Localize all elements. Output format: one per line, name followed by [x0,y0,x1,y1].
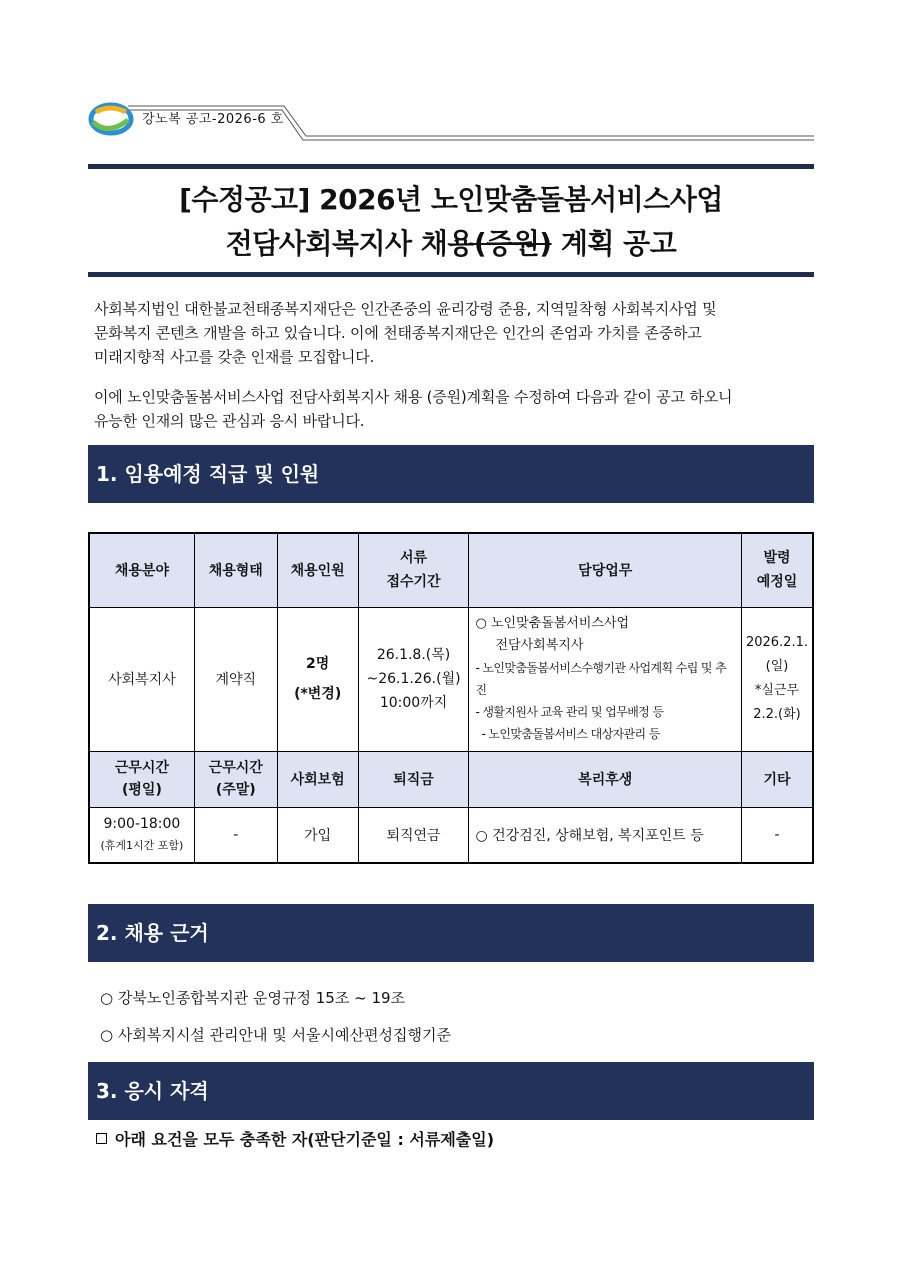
date-line: (일) [765,659,789,674]
document-number: 강노복 공고-2026-6 호 [142,112,284,127]
recruitment-table [88,532,814,864]
cell-field: 사회복지사 [89,607,194,751]
period-line: 10:00까지 [379,695,448,711]
title-line-2-part-c: 계획 공고 [551,227,677,260]
section-header-positions: 1. 임용예정 직급 및 인원 [88,445,814,503]
qualification-text: 아래 요건을 모두 충족한 자(판단기준일 : 서류제출일) [115,1130,495,1149]
duty-sub: - 노인맞춤돌봄서비스 대상자관리 등 [481,727,660,741]
intro-paragraph-1 [94,297,814,369]
hours-line: (휴게1시간 포함) [100,838,184,852]
header-cell: 퇴직금 [358,751,469,807]
hours-line: 9:00-18:00 [103,815,181,832]
table-row [89,807,813,863]
count-value: 2명 [306,656,330,672]
qualification-item [96,1127,494,1150]
title-rule-top [88,164,814,169]
cell-insurance: 가입 [277,807,358,863]
period-line: ~26.1.26.(월) [366,671,461,687]
header-cell: 기타 [741,751,813,807]
header-cell: 채용형태 [194,533,277,607]
cell-etc: - [741,807,813,863]
header-cell-period [358,533,469,607]
duty-sub: - 생활지원사 교육 관리 및 업무배정 등 [475,705,664,719]
period-line: 26.1.8.(목) [376,647,451,663]
header-cell: 담당업무 [469,533,741,607]
title-struck-text: (증원) [473,227,552,260]
title-line-2-part-a: 전담사회복지사 채용 [225,227,474,260]
cell-count [277,607,358,751]
basis-item: ○ 사회복지시설 관리안내 및 서울시예산편성집행기준 [100,1026,451,1044]
header-text: (주말) [215,782,256,798]
page-title [88,178,814,266]
cell-type: 계약직 [194,607,277,751]
cell-welfare: ○ 건강검진, 상해보험, 복지포인트 등 [469,807,741,863]
intro-line: 유능한 인재의 많은 관심과 응시 바랍니다. [94,412,365,430]
header-cell-weekend [194,751,277,807]
cell-weekend-hours: - [194,807,277,863]
date-line: 2026.2.1. [745,635,808,650]
header-text: (평일) [122,782,162,798]
title-line-2 [88,222,814,266]
duty-main: ○ 노인맞춤돌봄서비스사업 [475,616,630,631]
cell-duty [469,607,741,751]
table-header-row [89,533,813,607]
header-text: 예정일 [756,574,798,591]
duty-main: 전담사회복지사 [495,638,584,653]
count-note: (*변경) [294,686,342,702]
title-rule-bottom [88,272,814,277]
table-header-row [89,751,813,807]
cell-date [741,607,813,751]
header-cell-date [741,533,813,607]
basis-item: ○ 강북노인종합복지관 운영규정 15조 ~ 19조 [100,989,406,1007]
cell-severance: 퇴직연금 [358,807,469,863]
title-line-1: [수정공고] 2026년 노인맞춤돌봄서비스사업 [179,183,723,216]
duty-sub: - 노인맞춤돌봄서비스수행기관 사업계획 수립 및 추진 [475,661,727,697]
foundation-logo-icon [88,102,134,136]
intro-line: 이에 노인맞춤돌봄서비스사업 전담사회복지사 채용 (증원)계획을 수정하여 다음과 같이 공고 하오니 [94,388,733,406]
cell-weekday-hours [89,807,194,863]
document-header [84,96,814,142]
intro-line: 미래지향적 사고를 갖춘 인재를 모집합니다. [94,348,375,366]
header-cell: 채용인원 [277,533,358,607]
date-line: 2.2.(화) [753,707,801,722]
header-cell: 사회보험 [277,751,358,807]
date-line: *실근무 [754,683,800,698]
header-cell: 복리후생 [469,751,741,807]
intro-line: 문화복지 콘텐츠 개발을 하고 있습니다. 이에 천태종복지재단은 인간의 존엄과 가치를 존중하고 [94,324,702,342]
header-text: 접수기간 [386,574,441,591]
cell-period [358,607,469,751]
header-cell: 채용분야 [89,533,194,607]
header-text: 근무시간 [114,760,169,776]
section-header-basis: 2. 채용 근거 [88,904,814,962]
header-text: 근무시간 [208,760,263,776]
intro-line: 사회복지법인 대한불교천태종복지재단은 인간존중의 윤리강령 준용, 지역밀착형 사회복지사업 및 [94,300,717,318]
header-text: 발령 [763,550,791,567]
section-header-qualification: 3. 응시 자격 [88,1062,814,1120]
header-text: 서류 [400,550,428,567]
table-row [89,607,813,751]
square-bullet-icon [96,1133,107,1144]
header-cell-weekday [89,751,194,807]
intro-paragraph-2 [94,385,814,433]
